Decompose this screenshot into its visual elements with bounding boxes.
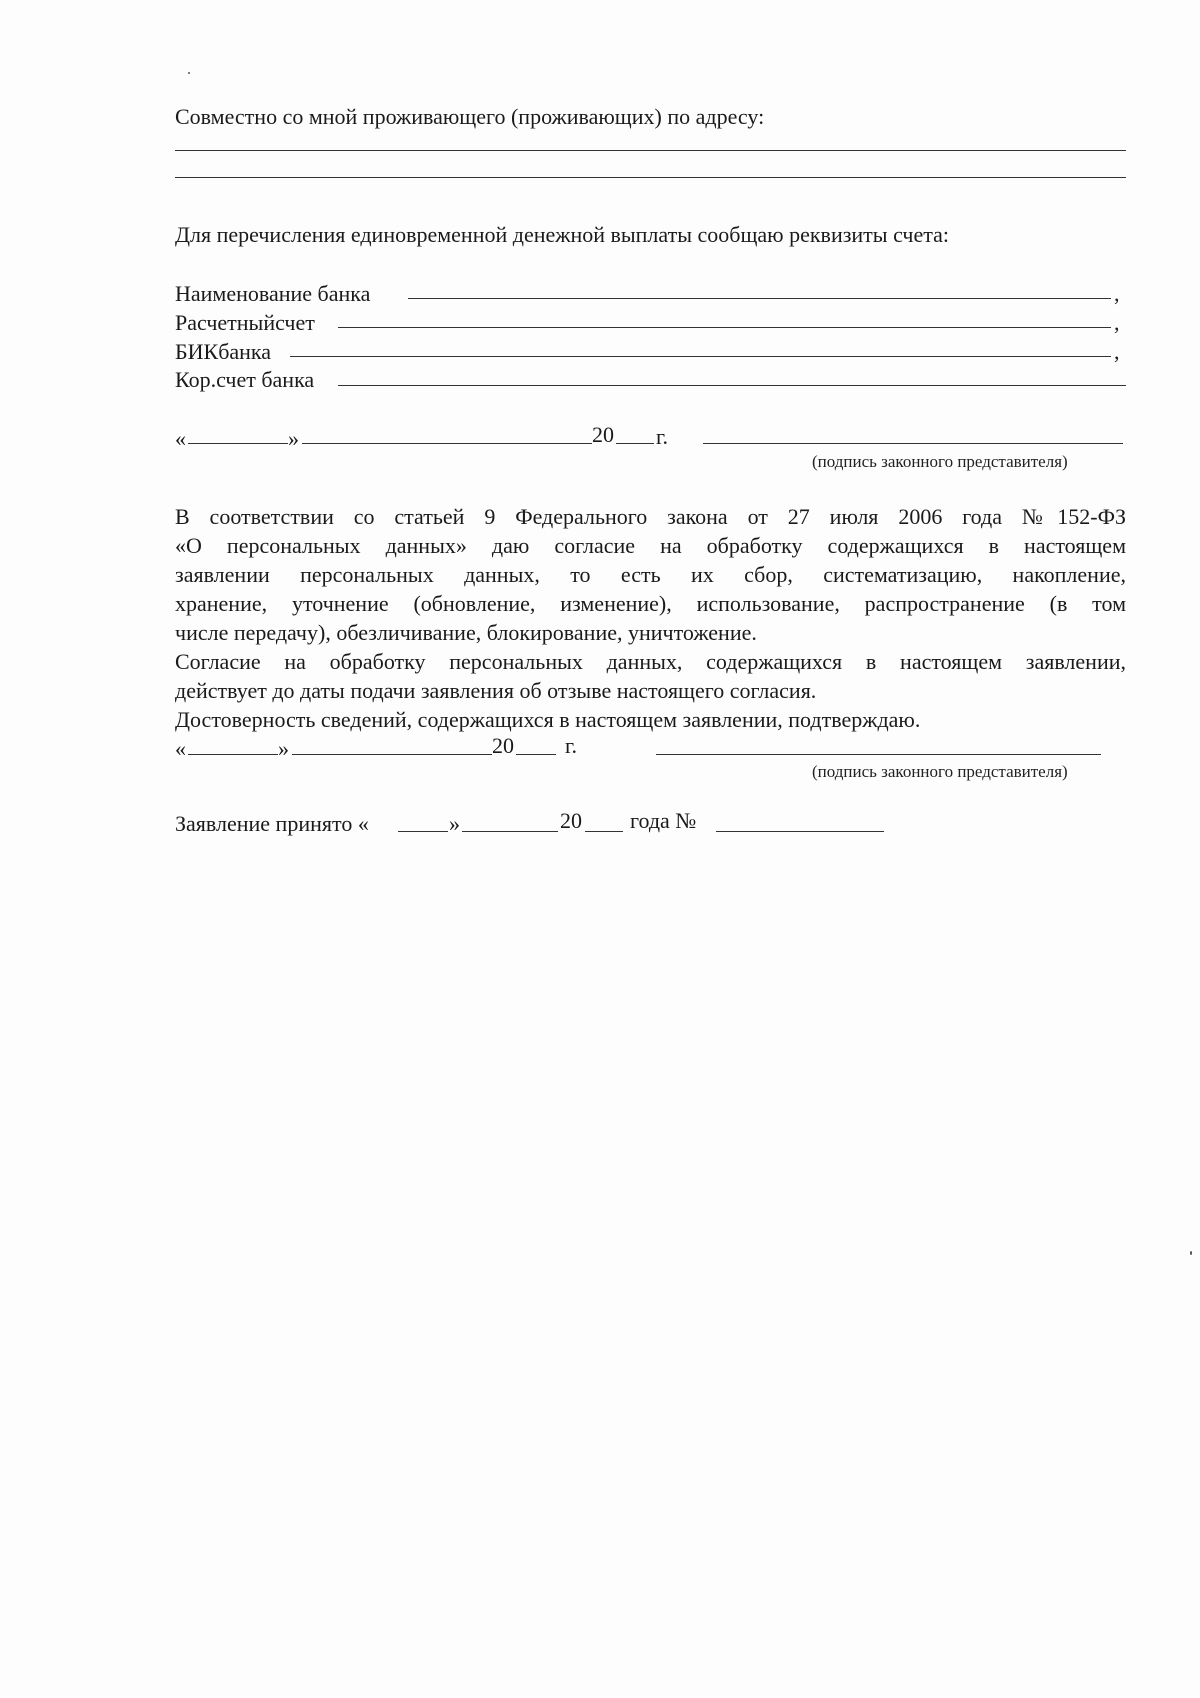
date1-open-quote: « [175, 426, 186, 451]
date1-year-prefix: 20 [592, 422, 614, 447]
accepted-day-field[interactable] [398, 831, 448, 832]
date1-month-field[interactable] [302, 443, 592, 444]
bank-name-label: Наименование банка [175, 281, 371, 306]
accepted-month-field[interactable] [462, 831, 558, 832]
consent-line: В соответствии со статьей 9 Федерального закона от 27 июля 2006 года №152-ФЗ [175, 504, 1126, 529]
date2-open-quote: « [175, 736, 186, 761]
date1-close-quote: » [288, 426, 299, 451]
signature2-caption: (подпись законного представителя) [812, 762, 1068, 781]
date2-year-field[interactable] [516, 754, 556, 755]
address-line-1[interactable] [175, 150, 1126, 151]
date1-year-suffix: г. [656, 424, 669, 449]
account-field[interactable] [338, 327, 1111, 328]
address-line-2[interactable] [175, 177, 1126, 178]
consent-duration-end [175, 676, 1126, 705]
accepted-year-prefix: 20 [560, 808, 582, 833]
bik-field[interactable] [290, 356, 1111, 357]
scan-speck [1190, 1251, 1192, 1255]
consent-line: хранение, уточнение (обновление, изменение), использование, распространение (в том [175, 591, 1126, 616]
signature2-field[interactable] [656, 754, 1101, 755]
date1-year-field[interactable] [616, 443, 654, 444]
consent-line: числе передачу), обезличивание, блокирование, уничтожение. [175, 620, 757, 645]
address-label: Совместно со мной проживающего (проживающих) по адресу: [175, 104, 765, 129]
signature1-caption: (подпись законного представителя) [812, 452, 1068, 471]
bank-name-comma: , [1114, 281, 1120, 306]
consent-line: Достоверность сведений, содержащихся в настоящем заявлении, подтверждаю. [175, 707, 921, 732]
consent-duration [175, 647, 1126, 676]
date2-month-field[interactable] [292, 754, 492, 755]
consent-paragraph-end [175, 618, 1126, 647]
consent-paragraph [175, 502, 1126, 618]
corr-account-field[interactable] [338, 385, 1126, 386]
account-label: Расчетныйсчет [175, 310, 315, 335]
date2-year-prefix: 20 [492, 733, 514, 758]
signature1-field[interactable] [703, 443, 1123, 444]
date2-day-field[interactable] [188, 754, 278, 755]
accepted-year-label: года № [630, 808, 697, 833]
bank-name-field[interactable] [408, 298, 1111, 299]
date2-year-suffix: г. [565, 733, 578, 758]
account-comma: , [1114, 310, 1120, 335]
bik-label: БИКбанка [175, 339, 272, 364]
authenticity-statement [175, 705, 1126, 734]
consent-line: Согласие на обработку персональных данных, содержащихся в настоящем заявлении, [175, 649, 1126, 674]
accepted-year-field[interactable] [585, 831, 623, 832]
scan-speck [188, 72, 190, 74]
consent-line: действует до даты подачи заявления об отзыве настоящего согласия. [175, 678, 817, 703]
bank-intro: Для перечисления единовременной денежной выплаты сообщаю реквизиты счета: [175, 222, 949, 247]
consent-line: заявлении персональных данных, то есть их сбор, систематизацию, накопление, [175, 562, 1126, 587]
corr-account-label: Кор.счет банка [175, 367, 315, 392]
accepted-number-field[interactable] [716, 831, 884, 832]
date2-close-quote: » [278, 736, 289, 761]
accepted-label: Заявление принято « [175, 811, 369, 836]
bik-comma: , [1114, 339, 1120, 364]
date1-day-field[interactable] [188, 443, 288, 444]
consent-line: «О персональных данных» даю согласие на обработку содержащихся в настоящем [175, 533, 1126, 558]
accepted-close-quote: » [449, 811, 460, 836]
